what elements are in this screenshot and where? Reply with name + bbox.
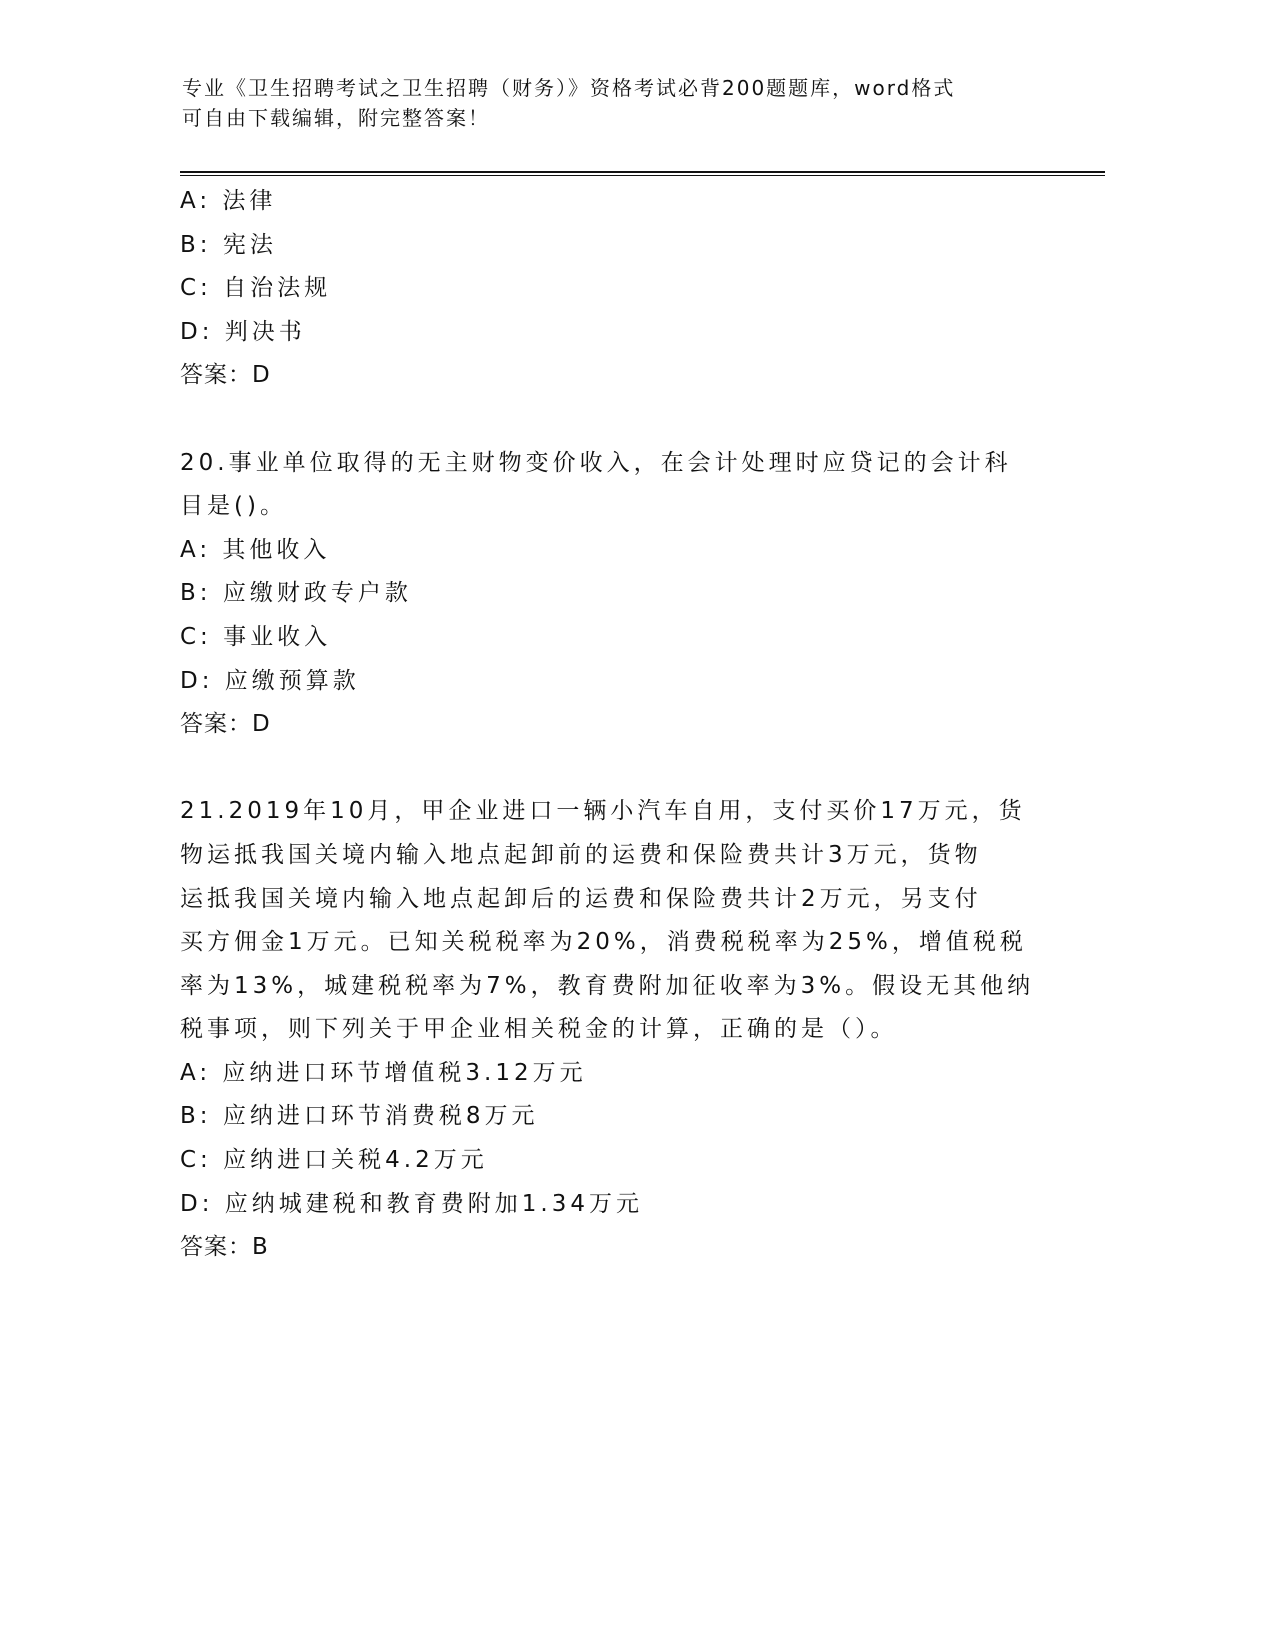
answer-option: C: 应纳进口关税4.2万元 [180, 1147, 488, 1174]
answer-key: 答案：B [180, 1234, 269, 1261]
answer-option: D: 应缴预算款 [180, 667, 360, 694]
question-list [180, 180, 1034, 1270]
question-stem-line: 运抵我国关境内输入地点起卸后的运费和保险费共计2万元，另支付 [180, 885, 982, 912]
spacer [180, 747, 1034, 791]
question-stem-line: 物运抵我国关境内输入地点起卸前的运费和保险费共计3万元，货物 [180, 841, 982, 868]
answer-option: B: 应纳进口环节消费税8万元 [180, 1103, 539, 1130]
answer-option: B: 宪法 [180, 231, 277, 258]
answer-option: A: 法律 [180, 188, 277, 214]
answer-option: B: 应缴财政专户款 [180, 580, 412, 607]
answer-option: A: 其他收入 [180, 536, 331, 563]
answer-option: C: 自治法规 [180, 275, 332, 302]
answer-key: 答案：D [180, 711, 271, 738]
question-stem-line: 税事项，则下列关于甲企业相关税金的计算，正确的是（）。 [180, 1016, 898, 1043]
question-stem-line: 20.事业单位取得的无主财物变价收入，在会计处理时应贷记的会计科 [180, 449, 1012, 476]
document-header [182, 73, 955, 133]
header-divider-top [180, 171, 1105, 173]
answer-option: D: 判决书 [180, 318, 306, 345]
answer-key: 答案：D [180, 362, 271, 389]
question-stem-line: 目是()。 [180, 493, 287, 520]
header-divider-bottom [180, 175, 1105, 176]
spacer [180, 398, 1034, 442]
header-line-1: 专业《卫生招聘考试之卫生招聘（财务）》资格考试必背200题题库，word格式 [182, 76, 956, 100]
answer-option: D: 应纳城建税和教育费附加1.34万元 [180, 1190, 643, 1217]
answer-option: A: 应纳进口环节增值税3.12万元 [180, 1059, 587, 1086]
question-stem-line: 21.2019年10月，甲企业进口一辆小汽车自用，支付买价17万元，货 [180, 798, 1026, 825]
question-stem-line: 率为13%，城建税税率为7%，教育费附加征收率为3%。假设无其他纳 [180, 972, 1035, 999]
answer-option: C: 事业收入 [180, 623, 332, 650]
question-stem-line: 买方佣金1万元。已知关税税率为20%，消费税税率为25%，增值税税 [180, 929, 1027, 956]
header-line-2: 可自由下载编辑，附完整答案！ [182, 106, 490, 130]
